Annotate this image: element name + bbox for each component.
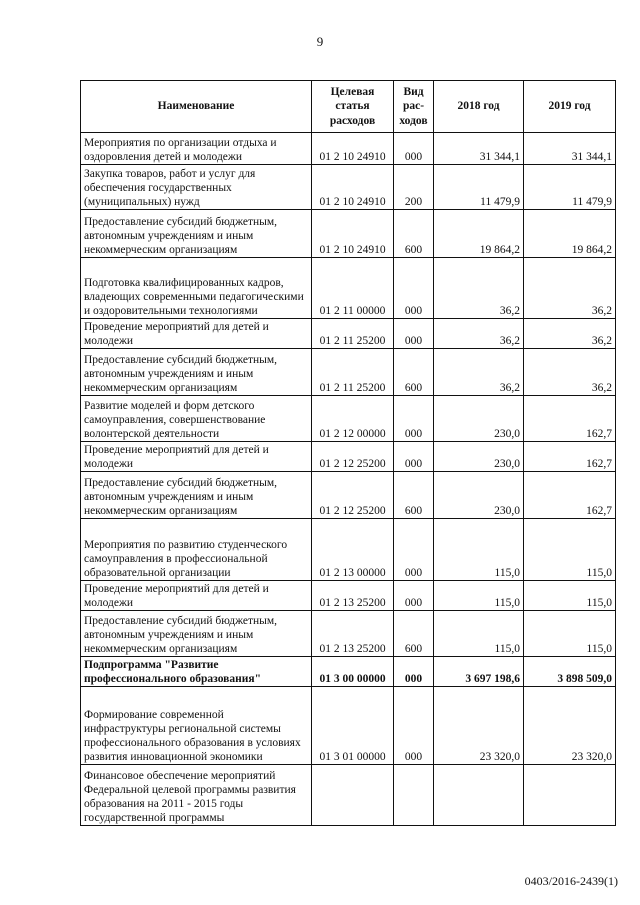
header-year-2019: 2019 год xyxy=(524,81,616,133)
table-row xyxy=(81,765,616,826)
row-target-article-cell: 01 2 13 00000 xyxy=(312,519,394,581)
table-row xyxy=(81,657,616,687)
row-name-cell: Предоставление субсидий бюджетным, автономным учреждениям и иным некоммерческим организациям xyxy=(81,210,312,258)
budget-table xyxy=(80,80,616,826)
row-expense-type-cell: 000 xyxy=(394,396,434,442)
row-target-article-cell: 01 2 12 00000 xyxy=(312,396,394,442)
row-expense-type-cell: 000 xyxy=(394,133,434,165)
header-expense-type: Вид рас-ходов xyxy=(394,81,434,133)
table-row xyxy=(81,349,616,396)
row-name-cell: Предоставление субсидий бюджетным, автономным учреждениям и иным некоммерческим организациям xyxy=(81,472,312,519)
row-name-cell: Подготовка квалифицированных кадров, владеющих современными педагогическими и оздоровительными технологиями xyxy=(81,258,312,319)
row-amount-2019-cell: 115,0 xyxy=(524,611,616,657)
row-amount-2019-cell: 115,0 xyxy=(524,519,616,581)
row-amount-2018-cell: 3 697 198,6 xyxy=(434,657,524,687)
row-amount-2018-cell: 36,2 xyxy=(434,319,524,349)
row-name-cell: Развитие моделей и форм детского самоуправления, совершенствование волонтерской деятельности xyxy=(81,396,312,442)
row-expense-type-cell: 000 xyxy=(394,258,434,319)
row-target-article-cell: 01 2 10 24910 xyxy=(312,165,394,210)
table-header-row xyxy=(81,81,616,133)
row-amount-2018-cell: 36,2 xyxy=(434,349,524,396)
table-row xyxy=(81,133,616,165)
row-amount-2018-cell: 19 864,2 xyxy=(434,210,524,258)
row-name-cell: Проведение мероприятий для детей и молодежи xyxy=(81,442,312,472)
row-target-article-cell: 01 2 10 24910 xyxy=(312,133,394,165)
row-amount-2018-cell: 115,0 xyxy=(434,519,524,581)
row-amount-2018-cell: 115,0 xyxy=(434,581,524,611)
table-row xyxy=(81,472,616,519)
table-row xyxy=(81,210,616,258)
row-target-article-cell: 01 3 01 00000 xyxy=(312,687,394,765)
row-expense-type-cell: 000 xyxy=(394,657,434,687)
row-amount-2019-cell: 31 344,1 xyxy=(524,133,616,165)
row-amount-2019-cell: 162,7 xyxy=(524,442,616,472)
row-amount-2018-cell: 115,0 xyxy=(434,611,524,657)
row-name-cell: Формирование современной инфраструктуры региональной системы профессионального образования в условиях развития инновационной экономики xyxy=(81,687,312,765)
row-target-article-cell xyxy=(312,765,394,826)
row-target-article-cell: 01 2 12 25200 xyxy=(312,472,394,519)
row-amount-2018-cell: 230,0 xyxy=(434,472,524,519)
row-amount-2019-cell: 19 864,2 xyxy=(524,210,616,258)
table-row xyxy=(81,165,616,210)
row-amount-2019-cell: 115,0 xyxy=(524,581,616,611)
row-name-cell: Предоставление субсидий бюджетным, автономным учреждениям и иным некоммерческим организациям xyxy=(81,349,312,396)
row-amount-2018-cell: 230,0 xyxy=(434,396,524,442)
row-target-article-cell: 01 2 12 25200 xyxy=(312,442,394,472)
row-amount-2019-cell: 11 479,9 xyxy=(524,165,616,210)
header-target-article: Целевая статья расходов xyxy=(312,81,394,133)
row-expense-type-cell: 600 xyxy=(394,210,434,258)
table-body xyxy=(81,133,616,826)
row-amount-2019-cell: 3 898 509,0 xyxy=(524,657,616,687)
row-amount-2018-cell: 36,2 xyxy=(434,258,524,319)
table-row xyxy=(81,519,616,581)
page-number: 9 xyxy=(316,34,324,49)
row-expense-type-cell: 600 xyxy=(394,472,434,519)
row-name-cell: Проведение мероприятий для детей и молодежи xyxy=(81,581,312,611)
row-expense-type-cell: 000 xyxy=(394,581,434,611)
row-expense-type-cell: 600 xyxy=(394,611,434,657)
table-row xyxy=(81,258,616,319)
row-name-cell: Проведение мероприятий для детей и молодежи xyxy=(81,319,312,349)
row-name-cell: Закупка товаров, работ и услуг для обеспечения государственных (муниципальных) нужд xyxy=(81,165,312,210)
row-target-article-cell: 01 2 11 25200 xyxy=(312,319,394,349)
row-name-cell: Мероприятия по развитию студенческого самоуправления в профессиональной образовательной организации xyxy=(81,519,312,581)
row-expense-type-cell xyxy=(394,765,434,826)
row-target-article-cell: 01 2 13 25200 xyxy=(312,581,394,611)
row-expense-type-cell: 200 xyxy=(394,165,434,210)
row-amount-2018-cell: 11 479,9 xyxy=(434,165,524,210)
row-expense-type-cell: 000 xyxy=(394,319,434,349)
table-row xyxy=(81,319,616,349)
header-name: Наименование xyxy=(81,81,312,133)
row-target-article-cell: 01 3 00 00000 xyxy=(312,657,394,687)
row-amount-2019-cell: 162,7 xyxy=(524,396,616,442)
table-row xyxy=(81,581,616,611)
row-name-cell: Мероприятия по организации отдыха и оздоровления детей и молодежи xyxy=(81,133,312,165)
row-amount-2018-cell: 230,0 xyxy=(434,442,524,472)
row-amount-2018-cell xyxy=(434,765,524,826)
row-expense-type-cell: 000 xyxy=(394,519,434,581)
row-target-article-cell: 01 2 10 24910 xyxy=(312,210,394,258)
row-expense-type-cell: 600 xyxy=(394,349,434,396)
row-amount-2018-cell: 23 320,0 xyxy=(434,687,524,765)
row-amount-2019-cell: 23 320,0 xyxy=(524,687,616,765)
row-expense-type-cell: 000 xyxy=(394,687,434,765)
row-amount-2018-cell: 31 344,1 xyxy=(434,133,524,165)
row-name-cell: Предоставление субсидий бюджетным, автономным учреждениям и иным некоммерческим организациям xyxy=(81,611,312,657)
row-name-cell: Подпрограмма "Развитие профессионального образования" xyxy=(81,657,312,687)
row-amount-2019-cell: 36,2 xyxy=(524,258,616,319)
row-name-cell: Финансовое обеспечение мероприятий Федеральной целевой программы развития образования на 2011 - 2015 годы государственной программы xyxy=(81,765,312,826)
table-row xyxy=(81,396,616,442)
row-target-article-cell: 01 2 11 25200 xyxy=(312,349,394,396)
table-row xyxy=(81,442,616,472)
table-row xyxy=(81,687,616,765)
row-target-article-cell: 01 2 13 25200 xyxy=(312,611,394,657)
row-target-article-cell: 01 2 11 00000 xyxy=(312,258,394,319)
row-amount-2019-cell: 36,2 xyxy=(524,319,616,349)
document-number: 0403/2016-2439(1) xyxy=(524,874,618,888)
table-row xyxy=(81,611,616,657)
row-amount-2019-cell: 36,2 xyxy=(524,349,616,396)
row-amount-2019-cell xyxy=(524,765,616,826)
header-year-2018: 2018 год xyxy=(434,81,524,133)
row-amount-2019-cell: 162,7 xyxy=(524,472,616,519)
row-expense-type-cell: 000 xyxy=(394,442,434,472)
